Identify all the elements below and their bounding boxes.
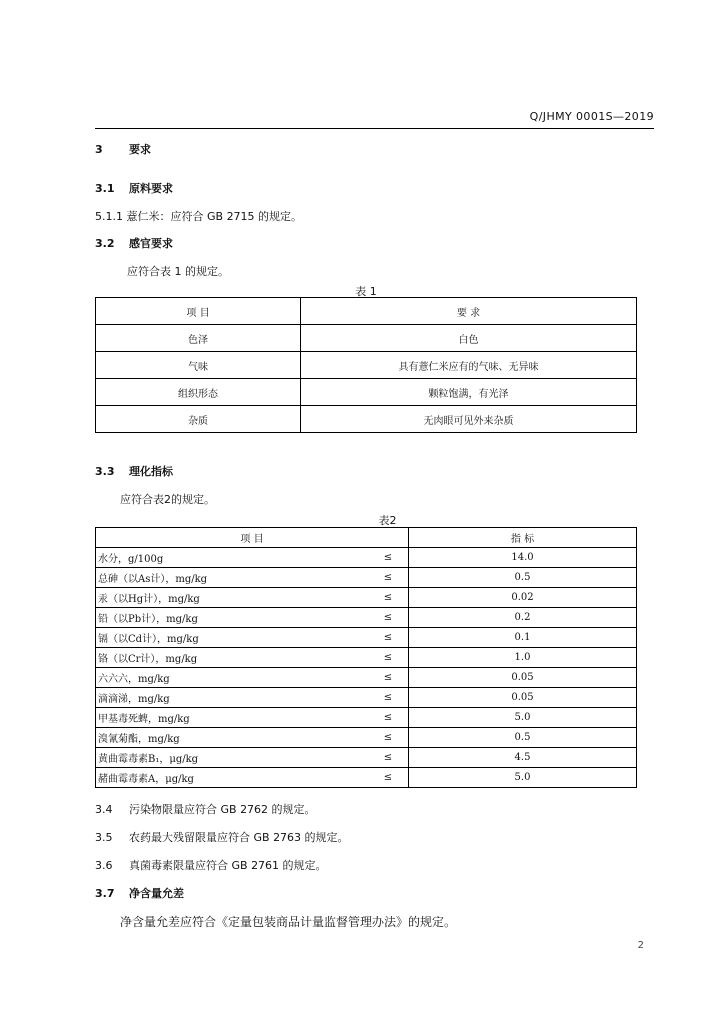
table-cell: 组织形态 [96,379,301,406]
table-cell: 铬（以Cr计），mg/kg [96,648,369,668]
section-text: 污染物限量应符合 GB 2762 的规定。 [129,803,316,816]
table-cell: 0.05 [409,688,637,708]
table-cell: ≤ [368,688,409,708]
table-header-cell: 要 求 [301,298,637,325]
table2 [95,527,637,788]
table-cell: 白色 [301,325,637,352]
table-header-row [96,298,637,325]
section-number: 3.3 [95,465,115,478]
table2-caption: 表2 [378,514,397,527]
table-cell: 具有薏仁米应有的气味、无异味 [301,352,637,379]
section-3-3-text: 应符合表2的规定。 [120,493,215,506]
table-cell: 总砷（以As计），mg/kg [96,568,369,588]
table-header-cell: 指 标 [409,528,637,548]
page-number: 2 [637,940,644,951]
section-title: 原料要求 [129,182,173,195]
table-cell: 0.5 [409,728,637,748]
table-cell: 气味 [96,352,301,379]
table-row [96,406,637,433]
section-title: 要求 [129,143,151,156]
table-cell: ≤ [368,648,409,668]
table-cell: ≤ [368,708,409,728]
section-3-7-heading [95,885,184,901]
table1-caption: 表 1 [355,285,377,298]
table-cell: ≤ [368,568,409,588]
section-3-2-text: 应符合表 1 的规定。 [127,265,229,278]
section-title: 感官要求 [129,237,173,250]
table-cell: 5.0 [409,708,637,728]
table-cell: 铅（以Pb计），mg/kg [96,608,369,628]
section-3-5 [95,829,349,845]
table-cell: ≤ [368,588,409,608]
section-text: 真菌毒素限量应符合 GB 2761 的规定。 [129,859,327,872]
table-row [96,708,637,728]
section-text: 薏仁米：应符合 GB 2715 的规定。 [126,210,303,223]
table-row [96,352,637,379]
table-cell: 水分，g/100g [96,548,369,568]
section-title: 理化指标 [129,465,173,478]
table-cell: 汞（以Hg计），mg/kg [96,588,369,608]
section-number: 3.4 [95,803,113,816]
section-number: 3.7 [95,887,115,900]
table-cell: 0.2 [409,608,637,628]
table-row [96,748,637,768]
section-3-3-heading [95,463,173,479]
table-row [96,588,637,608]
table-cell: ≤ [368,728,409,748]
section-title: 净含量允差 [129,887,184,900]
table-cell: 0.05 [409,668,637,688]
table-row [96,548,637,568]
table-cell: 无肉眼可见外来杂质 [301,406,637,433]
section-number: 3.2 [95,237,115,250]
table-row [96,568,637,588]
table-cell: 5.0 [409,768,637,788]
table-header-cell: 项 目 [96,528,409,548]
header-rule [95,128,654,129]
table1 [95,297,637,433]
section-3-4 [95,801,316,817]
table-cell: 0.1 [409,628,637,648]
section-3-heading [95,141,151,157]
table-header-row [96,528,637,548]
table2-body [96,548,637,788]
table-cell: 六六六，mg/kg [96,668,369,688]
table-cell: ≤ [368,748,409,768]
table-row [96,628,637,648]
table-cell: 14.0 [409,548,637,568]
table-cell: ≤ [368,768,409,788]
table-row [96,325,637,352]
table-cell: 0.02 [409,588,637,608]
section-3-2-heading [95,235,173,251]
section-number: 3.1 [95,182,115,195]
table-cell: 1.0 [409,648,637,668]
table-row [96,668,637,688]
section-5-1-1 [95,208,302,224]
table-row [96,608,637,628]
table-cell: 黄曲霉毒素B₁，μg/kg [96,748,369,768]
table-row [96,688,637,708]
section-number: 5.1.1 [95,210,123,223]
table-cell: ≤ [368,668,409,688]
table-cell: 颗粒饱满，有光泽 [301,379,637,406]
table-cell: 赭曲霉毒素A，μg/kg [96,768,369,788]
section-3-1-heading [95,180,173,196]
section-number: 3.6 [95,859,113,872]
table-cell: 溴氰菊酯，mg/kg [96,728,369,748]
table-cell: 甲基毒死蜱，mg/kg [96,708,369,728]
table-row [96,768,637,788]
table-cell: ≤ [368,548,409,568]
table-cell: 4.5 [409,748,637,768]
section-number: 3 [95,143,103,156]
table-cell: ≤ [368,628,409,648]
table-cell: 滴滴涕，mg/kg [96,688,369,708]
table-cell: 色泽 [96,325,301,352]
section-3-6 [95,857,327,873]
section-number: 3.5 [95,831,113,844]
section-text: 农药最大残留限量应符合 GB 2763 的规定。 [129,831,349,844]
table-row [96,728,637,748]
table-row [96,379,637,406]
table-row [96,648,637,668]
table-cell: 镉（以Cd计），mg/kg [96,628,369,648]
table-cell: 0.5 [409,568,637,588]
document-code: Q/JHMY 0001S—2019 [529,110,654,123]
table-cell: ≤ [368,608,409,628]
section-3-7-text: 净含量允差应符合《定量包装商品计量监督管理办法》的规定。 [120,915,457,929]
table-header-cell: 项 目 [96,298,301,325]
table-cell: 杂质 [96,406,301,433]
